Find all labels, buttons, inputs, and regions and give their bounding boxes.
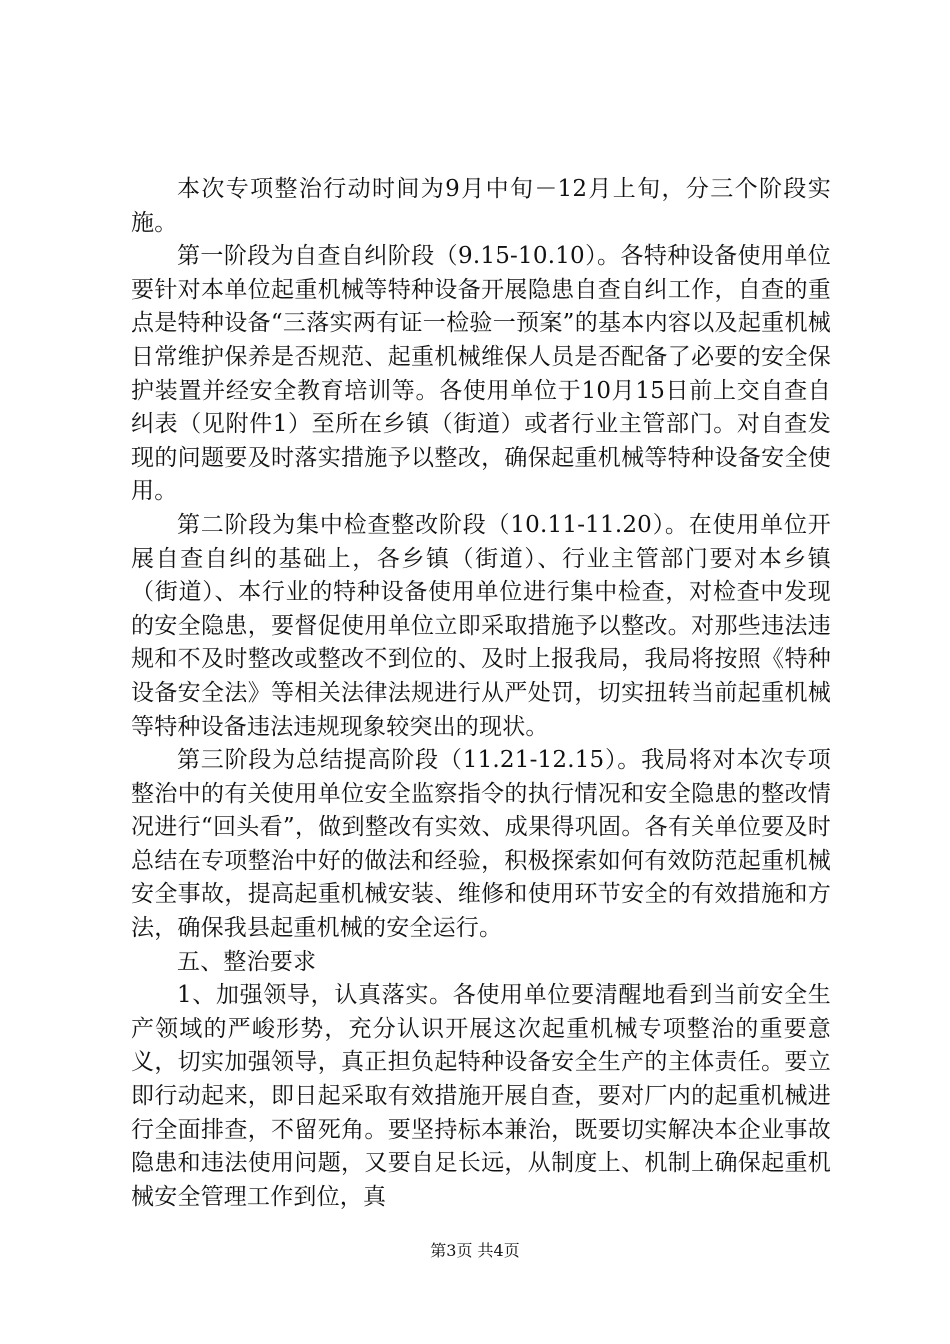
paragraph-schedule: 本次专项整治行动时间为9月中旬－12月上旬，分三个阶段实施。 [131,176,831,236]
section-heading-requirements: 五、整治要求 [177,948,317,975]
document-body [131,173,831,1214]
paragraph-phase-one: 第一阶段为自查自纠阶段（9.15-10.10）。各特种设备使用单位要针对本单位起重机械等特种设备开展隐患自查自纠工作，自查的重点是特种设备“三落实两有证一检验一预案”的基本内容以及起重机械日常维护保养是否规范、起重机械维保人员是否配备了必要的安全保护装置并经安全教育培训等。各使用单位于10月15日前上交自查自纠表（见附件1）至所在乡镇（街道）或者行业主管部门。对自查发现的问题要及时落实措施予以整改，确保起重机械等特种设备安全使用。 [131,243,831,505]
paragraph-phase-three: 第三阶段为总结提高阶段（11.21-12.15）。我局将对本次专项整治中的有关使用单位安全监察指令的执行情况和安全隐患的整改情况进行“回头看”，做到整改有实效、成果得巩固。各有关单位要及时总结在专项整治中好的做法和经验，积极探索如何有效防范起重机械安全事故，提高起重机械安装、维修和使用环节安全的有效措施和方法，确保我县起重机械的安全运行。 [131,747,831,942]
page-number-footer: 第3页 共4页 [430,1241,520,1260]
paragraph-phase-two: 第二阶段为集中检查整改阶段（10.11-11.20）。在使用单位开展自查自纠的基础上，各乡镇（街道）、行业主管部门要对本乡镇（街道）、本行业的特种设备使用单位进行集中检查，对检查中发现的安全隐患，要督促使用单位立即采取措施予以整改。对那些违法违规和不及时整改或整改不到位的、及时上报我局，我局将按照《特种设备安全法》等相关法律法规进行从严处罚，切实扭转当前起重机械等特种设备违法违规现象较突出的现状。 [131,511,831,740]
paragraph-requirement-one: 1、加强领导，认真落实。各使用单位要清醒地看到当前安全生产领域的严峻形势，充分认识开展这次起重机械专项整治的重要意义，切实加强领导，真正担负起特种设备安全生产的主体责任。要立即行动起来，即日起采取有效措施开展自查，要对厂内的起重机械进行全面排查，不留死角。要坚持标本兼治，既要切实解决本企业事故隐患和违法使用问题，又要自足长远，从制度上、机制上确保起重机械安全管理工作到位，真 [131,982,831,1210]
